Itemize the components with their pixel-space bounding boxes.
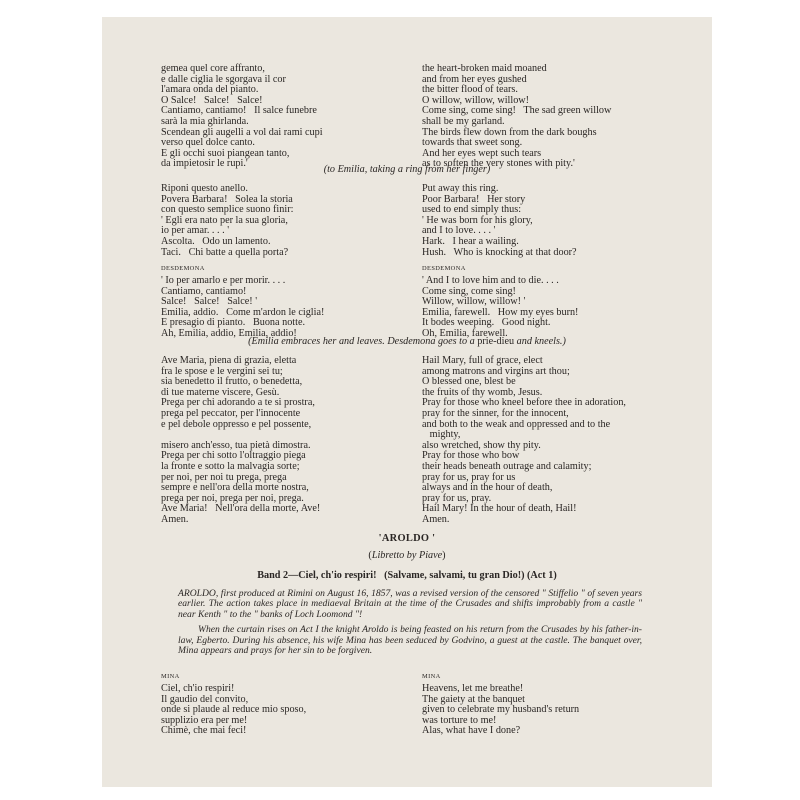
stage-direction-prie-dieu — [102, 336, 712, 348]
verse-line: used to end simply thus: — [422, 204, 522, 216]
verse-line: Heavens, let me breathe! — [422, 683, 524, 694]
verse-line: as to soften the very stones with pity.' — [422, 158, 575, 170]
verse-line: Hark. I hear a wailing. — [422, 235, 519, 247]
verse-line: Pray for those who bow — [422, 450, 520, 462]
verse-line: Ave Maria! Nell'ora della morte, Ave! — [161, 503, 321, 515]
synopsis-paragraph-1: AROLDO, first produced at Rimini on August 16, 1857, was a revised version of the censored " Stiffelio " of seven years earlier. The action takes place in mediaeval Britain at the time of the Crusades and shifts improbably from a castle " near Kenth " to the " banks of Loch Loomond "! — [178, 588, 642, 620]
verse-line: Emilia, farewell. How my eyes burn! — [422, 306, 579, 318]
verse-line: e dalle ciglia le sgorgava il cor — [161, 73, 286, 85]
stage-direction-ring: (to Emilia, taking a ring from her finger) — [323, 164, 491, 175]
verse-line: ' Egli era nato per la sua gloria, — [161, 214, 288, 226]
verse-line: Il gaudio del convito, — [161, 693, 249, 705]
verse-line: supplizio era per me! — [161, 714, 248, 726]
mina-english — [422, 684, 579, 737]
verse-line: io per amar. . . . ' — [161, 225, 230, 237]
verse-line: O Salce! Salce! Salce! — [161, 94, 263, 106]
verse-line: Scendean gli augelli a vol dai rami cupi — [161, 126, 323, 138]
verse-line: per noi, per noi tu prega, prega — [161, 471, 287, 483]
desdemona-italian — [161, 276, 324, 340]
mina-italian — [161, 684, 306, 737]
verse-line: and both to the weak and oppressed and to the — [422, 418, 611, 430]
verse-line: Taci. Chi batte a quella porta? — [161, 246, 289, 258]
verse-line: e pel debole oppresso e pel possente, — [161, 418, 312, 430]
libretto-page — [102, 17, 712, 787]
verse-line: Hail Mary! In the hour of death, Hail! — [422, 503, 577, 515]
paren-open: ( — [368, 550, 372, 561]
verse-line: among matrons and virgins art thou; — [422, 365, 570, 377]
speaker-mina-it: MINA — [161, 673, 180, 680]
librettist-text: Libretto by Piave — [371, 550, 443, 561]
speaker-mina-en: MINA — [422, 673, 441, 680]
willow-song-english — [422, 64, 611, 170]
verse-line: Willow, willow, willow! ' — [422, 296, 526, 308]
verse-line: Cantiamo, cantiamo! — [161, 285, 247, 297]
verse-line: prega per noi, prega per noi, prega. — [161, 492, 304, 504]
verse-line: E presagio di pianto. Buona notte. — [161, 317, 306, 329]
verse-line: Riponi questo anello. — [161, 183, 248, 194]
stage-direction-part2: and kneels.) — [514, 336, 566, 347]
verse-line: and from her eyes gushed — [422, 73, 527, 85]
verse-line: l'amara onda del pianto. — [161, 84, 259, 96]
verse-line: gemea quel core affranto, — [161, 63, 265, 74]
speaker-desdemona-en: DESDEMONA — [422, 265, 466, 272]
ave-maria-italian — [161, 356, 320, 526]
verse-line: shall be my garland. — [422, 115, 505, 127]
verse-line: Oh, Emilia, farewell. — [422, 327, 508, 339]
verse-line: mighty, — [422, 429, 461, 441]
synopsis-paragraph-2: When the curtain rises on Act I the knight Aroldo is being feasted on his return from the Crusades by his father-in-law, Egberto. During his absence, his wife Mina has been seduced by Godvino, a guest at the castle. The banquet over, Mina appears and prays for her sin to be forgiven. — [178, 624, 642, 657]
verse-line: con questo semplice suono finir: — [161, 204, 294, 216]
verse-line: Poor Barbara! Her story — [422, 193, 526, 205]
verse-line: The gaiety at the banquet — [422, 693, 525, 705]
verse-line: pray for us, pray. — [422, 492, 492, 504]
verse-line: Cantiamo, cantiamo! Il salce funebre — [161, 105, 317, 117]
desdemona-english — [422, 276, 578, 340]
synopsis — [178, 589, 642, 656]
verse-line: sempre e nell'ora della morte nostra, — [161, 482, 309, 494]
verse-line: Amen. — [161, 513, 189, 525]
verse-line: Prega per chi adorando a te si prostra, — [161, 397, 315, 409]
verse-line: The birds flew down from the dark boughs — [422, 126, 597, 138]
verse-line: Povera Barbara! Solea la storia — [161, 193, 293, 205]
verse-line: Hail Mary, full of grace, elect — [422, 355, 543, 366]
stage-direction-part1: (Emilia embraces her and leaves. Desdemona goes to a — [248, 336, 478, 347]
verse-line: onde si plaude al reduce mio sposo, — [161, 704, 307, 716]
verse-line: Ave Maria, piena di grazia, eletta — [161, 355, 297, 366]
verse-line: pray for us, pray for us — [422, 471, 516, 483]
verse-line: It bodes weeping. Good night. — [422, 317, 551, 329]
verse-line: Emilia, addio. Come m'ardon le ciglia! — [161, 306, 325, 318]
verse-line: always and in the hour of death, — [422, 482, 553, 494]
verse-line: towards that sweet song. — [422, 137, 523, 149]
paren-close: ) — [442, 550, 446, 561]
ave-maria-english — [422, 356, 626, 526]
verse-line: Ah, Emilia, addio, Emilia, addio! — [161, 327, 297, 339]
speaker-desdemona-it: DESDEMONA — [161, 265, 205, 272]
verse-line: pray for the sinner, for the innocent, — [422, 407, 569, 419]
band-heading: Band 2—Ciel, ch'io respiri! (Salvame, salvami, tu gran Dio!) (Act 1) — [257, 570, 557, 581]
verse-line: Pray for those who kneel before thee in adoration, — [422, 397, 626, 409]
librettist-line — [102, 550, 712, 561]
ring-passage-english — [422, 184, 577, 258]
verse-line: O blessed one, blest be — [422, 376, 516, 388]
verse-line: Ascolta. Odo un lamento. — [161, 235, 271, 247]
verse-line: the heart-broken maid moaned — [422, 63, 547, 74]
stage-direction-prie-dieu-word: prie-dieu — [477, 336, 515, 347]
verse-line: was torture to me! — [422, 714, 497, 726]
verse-line: sia benedetto il frutto, o benedetta, — [161, 376, 303, 388]
verse-line: also wretched, show thy pity. — [422, 439, 541, 451]
verse-line: prega pel peccator, per l'innocente — [161, 407, 301, 419]
verse-line: Put away this ring. — [422, 183, 499, 194]
verse-line: O willow, willow, willow! — [422, 94, 530, 106]
ring-passage-italian — [161, 184, 293, 258]
willow-song-italian — [161, 64, 323, 170]
verse-line: and I to love. . . . ' — [422, 225, 496, 237]
verse-line: Come sing, come sing! The sad green willow — [422, 105, 612, 117]
verse-line: verso quel dolce canto. — [161, 137, 255, 149]
verse-line: la fronte e sotto la malvagia sorte; — [161, 460, 300, 472]
verse-line: the fruits of thy womb, Jesus. — [422, 386, 543, 398]
opera-title: 'AROLDO ' — [378, 533, 436, 544]
verse-line: Hush. Who is knocking at that door? — [422, 246, 577, 258]
verse-line: da impietosir le rupi.' — [161, 158, 248, 170]
verse-line: Chimè, che mai feci! — [161, 725, 247, 737]
verse-line: given to celebrate my husband's return — [422, 704, 580, 716]
verse-line: fra le spose e le vergini sei tu; — [161, 365, 283, 377]
verse-line: sarà la mia ghirlanda. — [161, 115, 249, 127]
verse-line: ' Io per amarlo e per morir. . . . — [161, 275, 286, 286]
verse-line: misero anch'esso, tua pietà dimostra. — [161, 439, 311, 451]
verse-line: ' He was born for his glory, — [422, 214, 533, 226]
verse-line: E gli occhi suoi piangean tanto, — [161, 147, 290, 159]
verse-line: ' And I to love him and to die. . . . — [422, 275, 559, 286]
verse-line: Ciel, ch'io respiri! — [161, 683, 235, 694]
verse-line: Alas, what have I done? — [422, 725, 521, 737]
verse-line: Prega per chi sotto l'oltraggio piega — [161, 450, 306, 462]
verse-line: di tue materne viscere, Gesù. — [161, 386, 280, 398]
verse-line: Come sing, come sing! — [422, 285, 516, 297]
verse-line: And her eyes wept such tears — [422, 147, 542, 159]
verse-line: the bitter flood of tears. — [422, 84, 518, 96]
verse-line: Salce! Salce! Salce! ' — [161, 296, 258, 308]
verse-line: their heads beneath outrage and calamity; — [422, 460, 592, 472]
verse-line: Amen. — [422, 513, 450, 525]
